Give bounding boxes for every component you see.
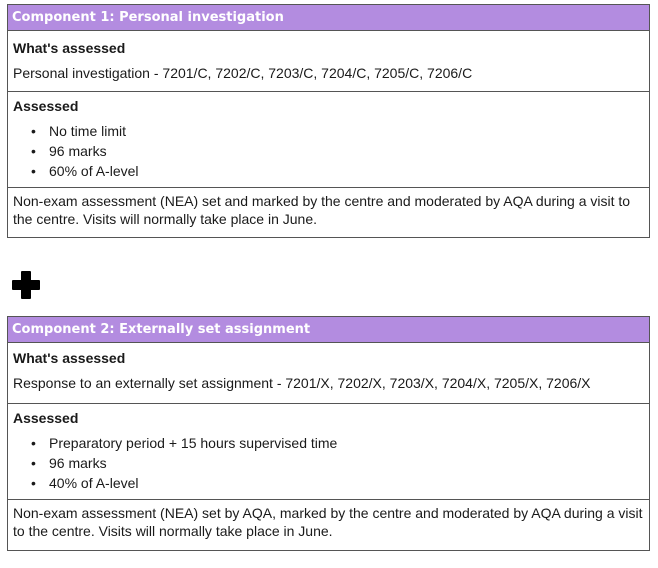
whats-assessed-title: What's assessed xyxy=(13,350,126,366)
bullet-icon: • xyxy=(31,143,36,159)
component-2-assessed xyxy=(8,404,649,500)
component-1-whats-assessed xyxy=(8,31,649,92)
note-text: Non-exam assessment (NEA) set and marked by the centre and moderated by AQA during a visit to the centre. Visits will normally take place in June. xyxy=(13,193,631,227)
plus-icon xyxy=(11,270,41,300)
whats-assessed-title: What's assessed xyxy=(13,40,126,56)
bullet-icon: • xyxy=(31,455,36,471)
whats-assessed-text: Personal investigation - 7201/C, 7202/C, 7203/C, 7204/C, 7205/C, 7206/C xyxy=(13,65,473,81)
component-1-note xyxy=(8,188,649,237)
component-2-note xyxy=(8,500,649,550)
assessed-list xyxy=(13,121,644,181)
whats-assessed-text: Response to an externally set assignment - 7201/X, 7202/X, 7203/X, 7204/X, 7205/X, 7206/X xyxy=(13,375,591,391)
bullet-icon: • xyxy=(31,435,36,451)
bullet-icon: • xyxy=(31,475,36,491)
component-1-header: Component 1: Personal investigation xyxy=(8,5,649,31)
list-item: • No time limit xyxy=(31,123,127,139)
list-item: • 40% of A-level xyxy=(31,475,139,491)
assessed-title: Assessed xyxy=(13,410,79,426)
component-2-header: Component 2: Externally set assignment xyxy=(8,317,649,343)
list-item: • Preparatory period + 15 hours supervised time xyxy=(31,435,338,451)
assessed-list xyxy=(13,433,644,493)
component-1-assessed xyxy=(8,92,649,188)
component-2-box xyxy=(7,316,650,551)
assessed-title: Assessed xyxy=(13,98,79,114)
bullet-icon: • xyxy=(31,163,36,179)
component-1-box xyxy=(7,4,650,238)
bullet-icon: • xyxy=(31,123,36,139)
component-2-whats-assessed xyxy=(8,343,649,404)
list-item: • 96 marks xyxy=(31,455,107,471)
list-item: • 96 marks xyxy=(31,143,107,159)
list-item: • 60% of A-level xyxy=(31,163,139,179)
note-text: Non-exam assessment (NEA) set by AQA, marked by the centre and moderated by AQA during a visit to the centre. Visits will normally take place in June. xyxy=(13,505,643,539)
